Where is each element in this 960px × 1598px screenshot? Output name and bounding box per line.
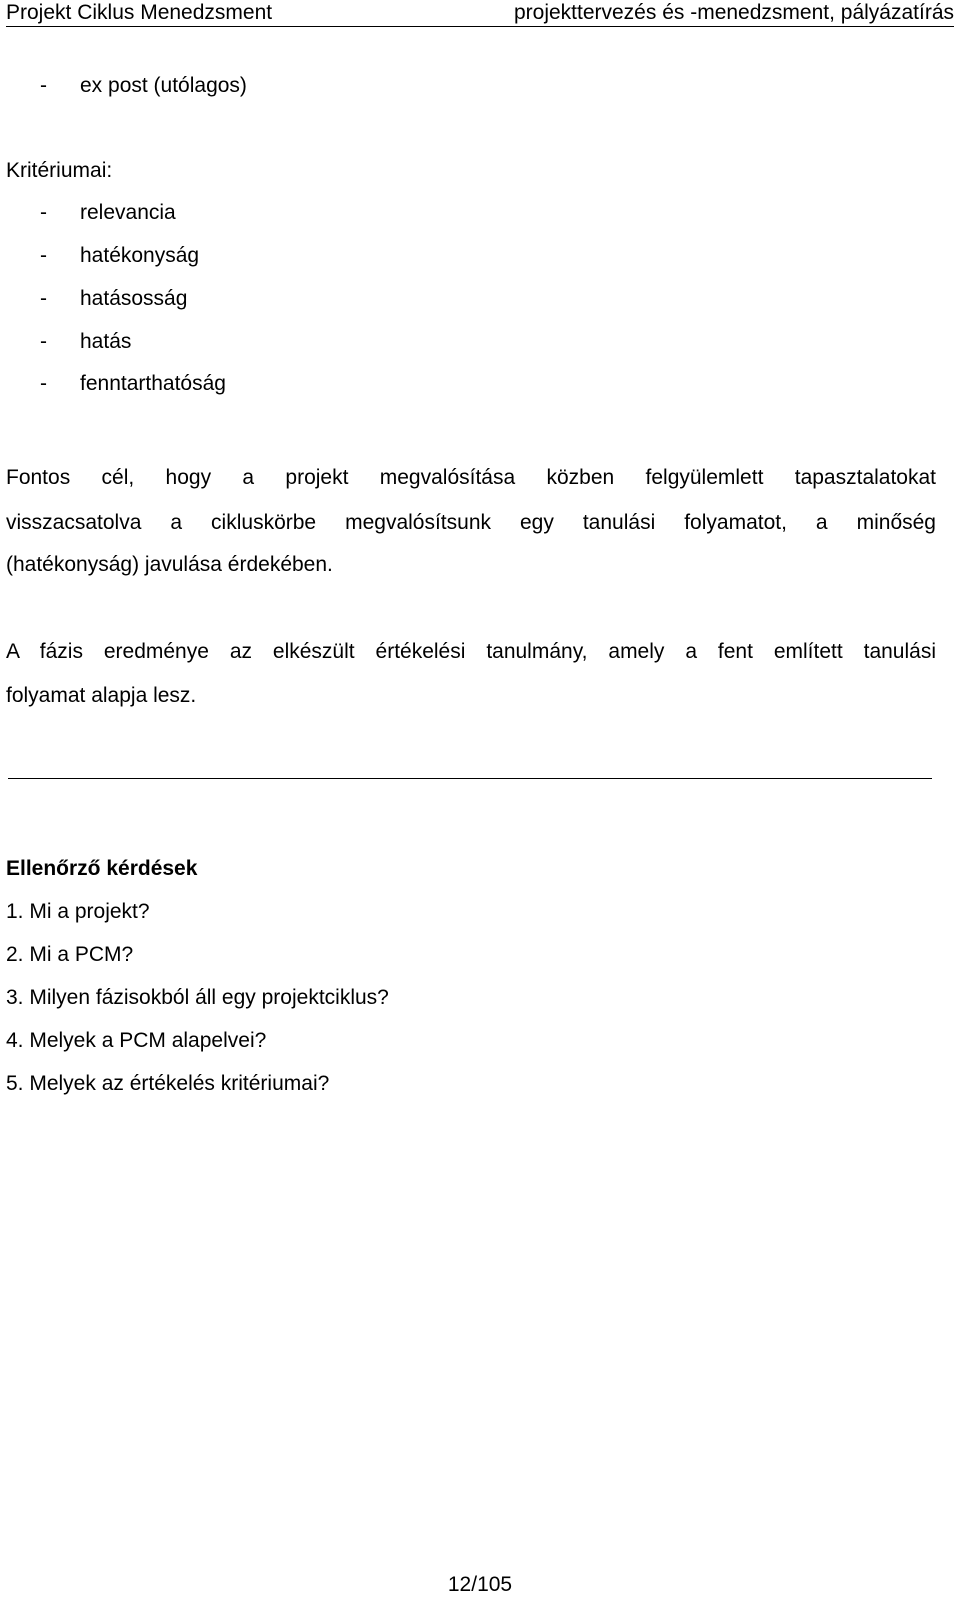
bullet-dash: - (40, 330, 47, 353)
header-title-left: Projekt Ciklus Menedzsment (6, 1, 273, 24)
criteria-text: relevancia (80, 201, 176, 224)
page-header (6, 0, 954, 27)
header-title-right: projekttervezés és -menedzsment, pályázatírás (513, 1, 954, 24)
question-item: 4. Melyek a PCM alapelvei? (6, 1029, 267, 1052)
paragraph2-line-last: folyamat alapja lesz. (6, 684, 197, 707)
bullet-dash: - (40, 244, 47, 267)
paragraph1-line: Fontos cél, hogy a projekt megvalósítása közben felgyülemlett tapasztalatokat (6, 466, 936, 489)
bullet-dash: - (40, 372, 47, 395)
paragraph2-line: A fázis eredménye az elkészült értékelési tanulmány, amely a fent említett tanulási (6, 640, 936, 663)
bullet-dash: - (40, 74, 47, 97)
criteria-item (40, 243, 199, 269)
criteria-text: hatékonyság (80, 244, 200, 267)
paragraph1-line-last: (hatékonyság) javulása érdekében. (6, 553, 333, 576)
criteria-item (40, 371, 226, 397)
bullet-dash: - (40, 287, 47, 310)
question-item: 5. Melyek az értékelés kritériumai? (6, 1072, 330, 1095)
criteria-item (40, 329, 131, 355)
criteria-text: hatásosság (80, 287, 188, 310)
bullet-dash: - (40, 201, 47, 224)
question-item: 2. Mi a PCM? (6, 943, 134, 966)
question-item: 3. Milyen fázisokból áll egy projektciklus? (6, 986, 389, 1009)
criteria-title: Kritériumai: (6, 159, 113, 182)
page-number: 12/105 (447, 1573, 513, 1596)
paragraph1-line: visszacsatolva a cikluskörbe megvalósítsunk egy tanulási folyamatot, a minőség (6, 511, 936, 534)
criteria-text: fenntarthatóság (80, 372, 226, 395)
question-item: 1. Mi a projekt? (6, 900, 150, 923)
list-item-text: ex post (utólagos) (80, 74, 247, 97)
list-item (40, 73, 247, 99)
questions-heading: Ellenőrző kérdések (6, 857, 198, 880)
criteria-item (40, 200, 176, 226)
section-separator (8, 778, 932, 779)
criteria-item (40, 286, 187, 312)
criteria-text: hatás (80, 330, 132, 353)
